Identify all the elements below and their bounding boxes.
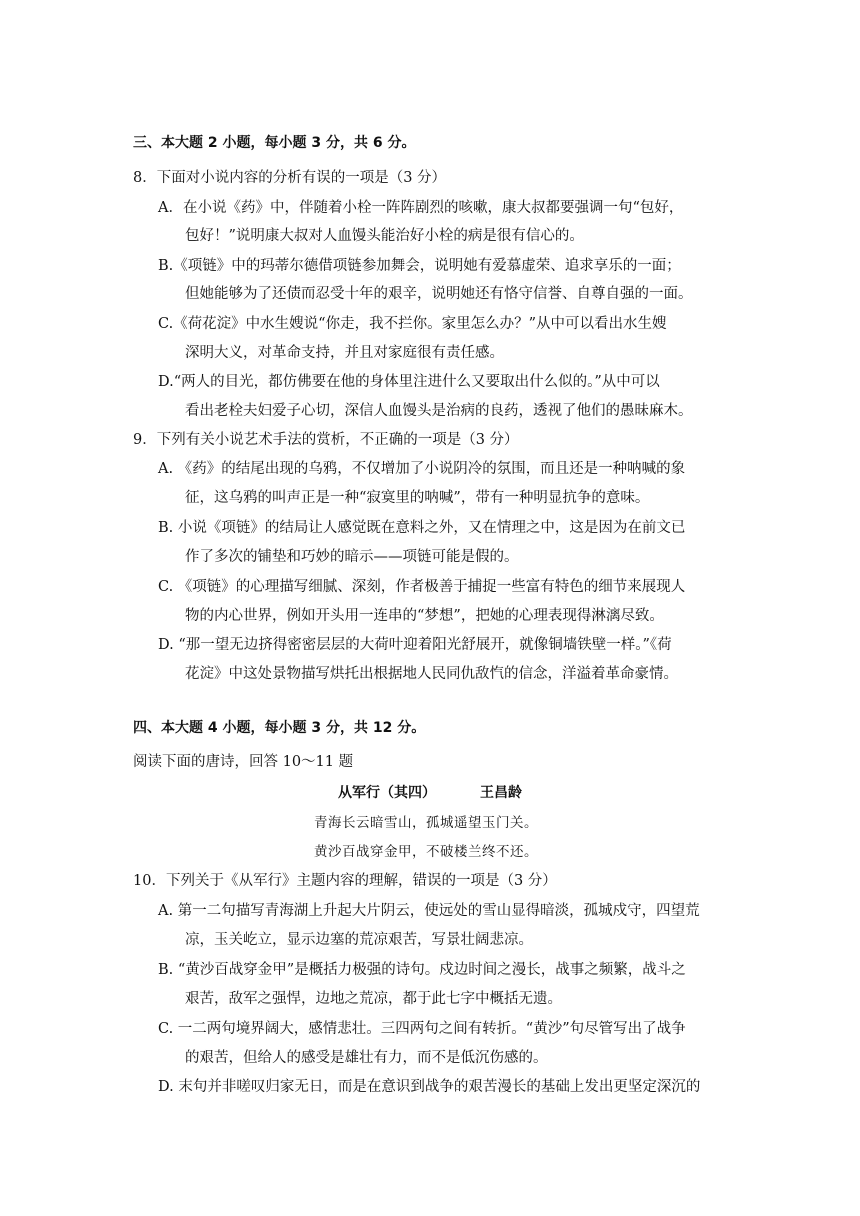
question-9-option-a-line2: 征，这乌鸦的叫声正是一种“寂寞里的呐喊”，带有一种明显抗争的意味。 [185,490,650,506]
question-8-option-d-line1: D.“两人的目光，都仿佛要在他的身体里注进什么又要取出什么似的。”从中可以 [158,374,660,390]
question-8-option-b-line1: B.《项链》中的玛蒂尔德借项链参加舞会，说明她有爱慕虚荣、追求享乐的一面； [158,258,681,274]
question-9-option-a-line1: A. 《药》的结尾出现的乌鸦，不仅增加了小说阴冷的氛围，而且还是一种呐喊的象 [158,461,686,477]
section-4-header: 四、本大题 4 小题，每小题 3 分，共 12 分。 [133,720,426,736]
question-9-option-b-line2: 作了多次的铺垫和巧妙的暗示——项链可能是假的。 [185,549,519,565]
question-9-stem: 9．下列有关小说艺术手法的赏析，不正确的一项是（3 分） [133,432,519,448]
question-8-option-c-line1: C.《荷花淀》中水生嫂说“你走，我不拦你。家里怎么办？”从中可以看出水生嫂 [158,316,667,332]
question-10-stem: 10．下列关于《从军行》主题内容的理解，错误的一项是（3 分） [133,873,557,889]
poem-heading [338,783,522,803]
poem-line-2: 黄沙百战穿金甲，不破楼兰终不还。 [314,844,538,860]
poem-author: 王昌龄 [480,785,522,801]
reading-intro: 阅读下面的唐诗，回答 10～11 题 [133,754,354,770]
question-10-option-c-line1: C. 一二两句境界阔大，感情悲壮。三四两句之间有转折。“黄沙”句尽管写出了战争 [158,1021,686,1037]
question-8-option-a-line1: A．在小说《药》中，伴随着小栓一阵阵剧烈的咳嗽，康大叔都要强调一句“包好， [158,200,684,216]
section-3-header: 三、本大题 2 小题，每小题 3 分，共 6 分。 [133,135,416,151]
question-9-option-b-line1: B. 小说《项链》的结局让人感觉既在意料之外，又在情理之中，这是因为在前文已 [158,520,686,536]
question-8-stem: 8．下面对小说内容的分析有误的一项是（3 分） [133,170,447,186]
question-10-option-a-line1: A. 第一二句描写青海湖上升起大片阴云，使远处的雪山显得暗淡，孤城戍守，四望荒 [158,903,700,919]
question-9-option-d-line1: D. “那一望无边挤得密密层层的大荷叶迎着阳光舒展开，就像铜墙铁壁一样。”《荷 [158,637,672,653]
question-10-option-a-line2: 凉，玉关屹立，显示边塞的荒凉艰苦，写景壮阔悲凉。 [185,932,533,948]
poem-line-1: 青海长云暗雪山，孤城遥望玉门关。 [314,815,538,831]
question-8-option-b-line2: 但她能够为了还债而忍受十年的艰辛，说明她还有恪守信誉、自尊自强的一面。 [185,286,693,302]
question-9-option-c-line1: C. 《项链》的心理描写细腻、深刻，作者极善于捕捉一些富有特色的细节来展现人 [158,579,686,595]
question-10-option-c-line2: 的艰苦，但给人的感受是雄壮有力，而不是低沉伤感的。 [185,1050,548,1066]
question-10-option-d-line1: D. 末句并非嗟叹归家无日，而是在意识到战争的艰苦漫长的基础上发出更坚定深沉的 [158,1079,701,1095]
question-10-option-b-line1: B. “黄沙百战穿金甲”是概括力极强的诗句。戍边时间之漫长，战事之频繁，战斗之 [158,962,686,978]
poem-title: 从军行（其四） [338,785,436,801]
question-9-option-c-line2: 物的内心世界，例如开头用一连串的“梦想”，把她的心理表现得淋漓尽致。 [185,608,664,624]
question-8-option-d-line2: 看出老栓夫妇爱子心切，深信人血馒头是治病的良药，透视了他们的愚昧麻木。 [185,403,693,419]
question-8-option-a-line2: 包好！”说明康大叔对人血馒头能治好小栓的病是很有信心的。 [185,228,584,244]
question-9-option-d-line2: 花淀》中这处景物描写烘托出根据地人民同仇敌忾的信念，洋溢着革命豪情。 [185,666,678,682]
question-8-option-c-line2: 深明大义，对革命支持，并且对家庭很有责任感。 [185,345,504,361]
question-10-option-b-line2: 艰苦，敌军之强悍，边地之荒凉，都于此七字中概括无遗。 [185,991,562,1007]
